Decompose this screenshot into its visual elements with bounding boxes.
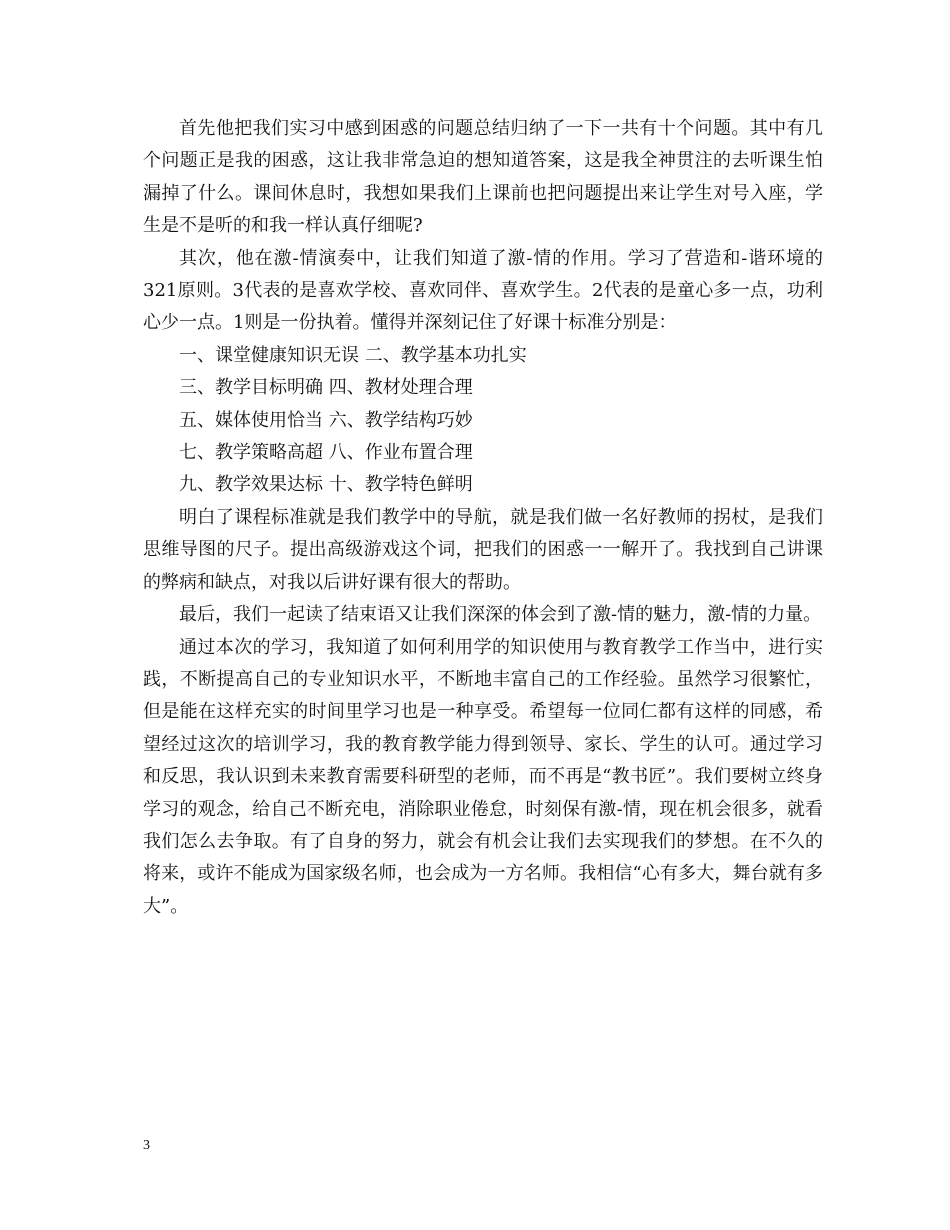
standards-line-1: 一、课堂健康知识无误 二、教学基本功扎实 [179,344,527,366]
document-body [143,113,823,923]
standards-line-2: 三、教学目标明确 四、教材处理合理 [179,377,473,399]
paragraph-intro-problems: 首先他把我们实习中感到困惑的问题总结归纳了一下一共有十个问题。其中有几个问题正是我的困惑，这让我非常急迫的想知道答案，这是我全神贯注的去听课生怕漏掉了什么。课间休息时，我想如果我们上课前也把问题提出来让学生对号入座，学生是不是听的和我一样认真仔细呢? [143,118,823,237]
page-number: 3 [143,1138,150,1153]
paragraph-passion-principle: 其次，他在激-情演奏中，让我们知道了激-情的作用。学习了营造和-谐环境的321原则。3代表的是喜欢学校、喜欢同伴、喜欢学生。2代表的是童心多一点，功利心少一点。1则是一份执着。懂得并深刻记住了好课十标准分别是： [143,247,823,334]
paragraph-curriculum-standards: 明白了课程标准就是我们教学中的导航，就是我们做一名好教师的拐杖，是我们思维导图的尺子。提出高级游戏这个词，把我们的困惑一一解开了。我找到自己讲课的弊病和缺点，对我以后讲好课有很大的帮助。 [143,506,823,593]
paragraph-reflection: 通过本次的学习，我知道了如何利用学的知识使用与教育教学工作当中，进行实践，不断提高自己的专业知识水平，不断地丰富自己的工作经验。虽然学习很繁忙，但是能在这样充实的时间里学习也是一种享受。希望每一位同仁都有这样的同感，希望经过这次的培训学习，我的教育教学能力得到领导、家长、学生的认可。通过学习和反思，我认识到未来教育需要科研型的老师，而不再是“教书匠”。我们要树立终身学习的观念，给自己不断充电，消除职业倦怠，时刻保有激-情，现在机会很多，就看我们怎么去争取。有了自身的努力，就会有机会让我们去实现我们的梦想。在不久的将来，或许不能成为国家级名师，也会成为一方名师。我相信“心有多大，舞台就有多大”。 [143,636,823,917]
standards-line-5: 九、教学效果达标 十、教学特色鲜明 [179,474,473,496]
standards-line-4: 七、教学策略高超 八、作业布置合理 [179,442,473,464]
paragraph-closing-words: 最后，我们一起读了结束语又让我们深深的体会到了激-情的魅力，激-情的力量。 [179,604,822,626]
standards-line-3: 五、媒体使用恰当 六、教学结构巧妙 [179,409,473,431]
